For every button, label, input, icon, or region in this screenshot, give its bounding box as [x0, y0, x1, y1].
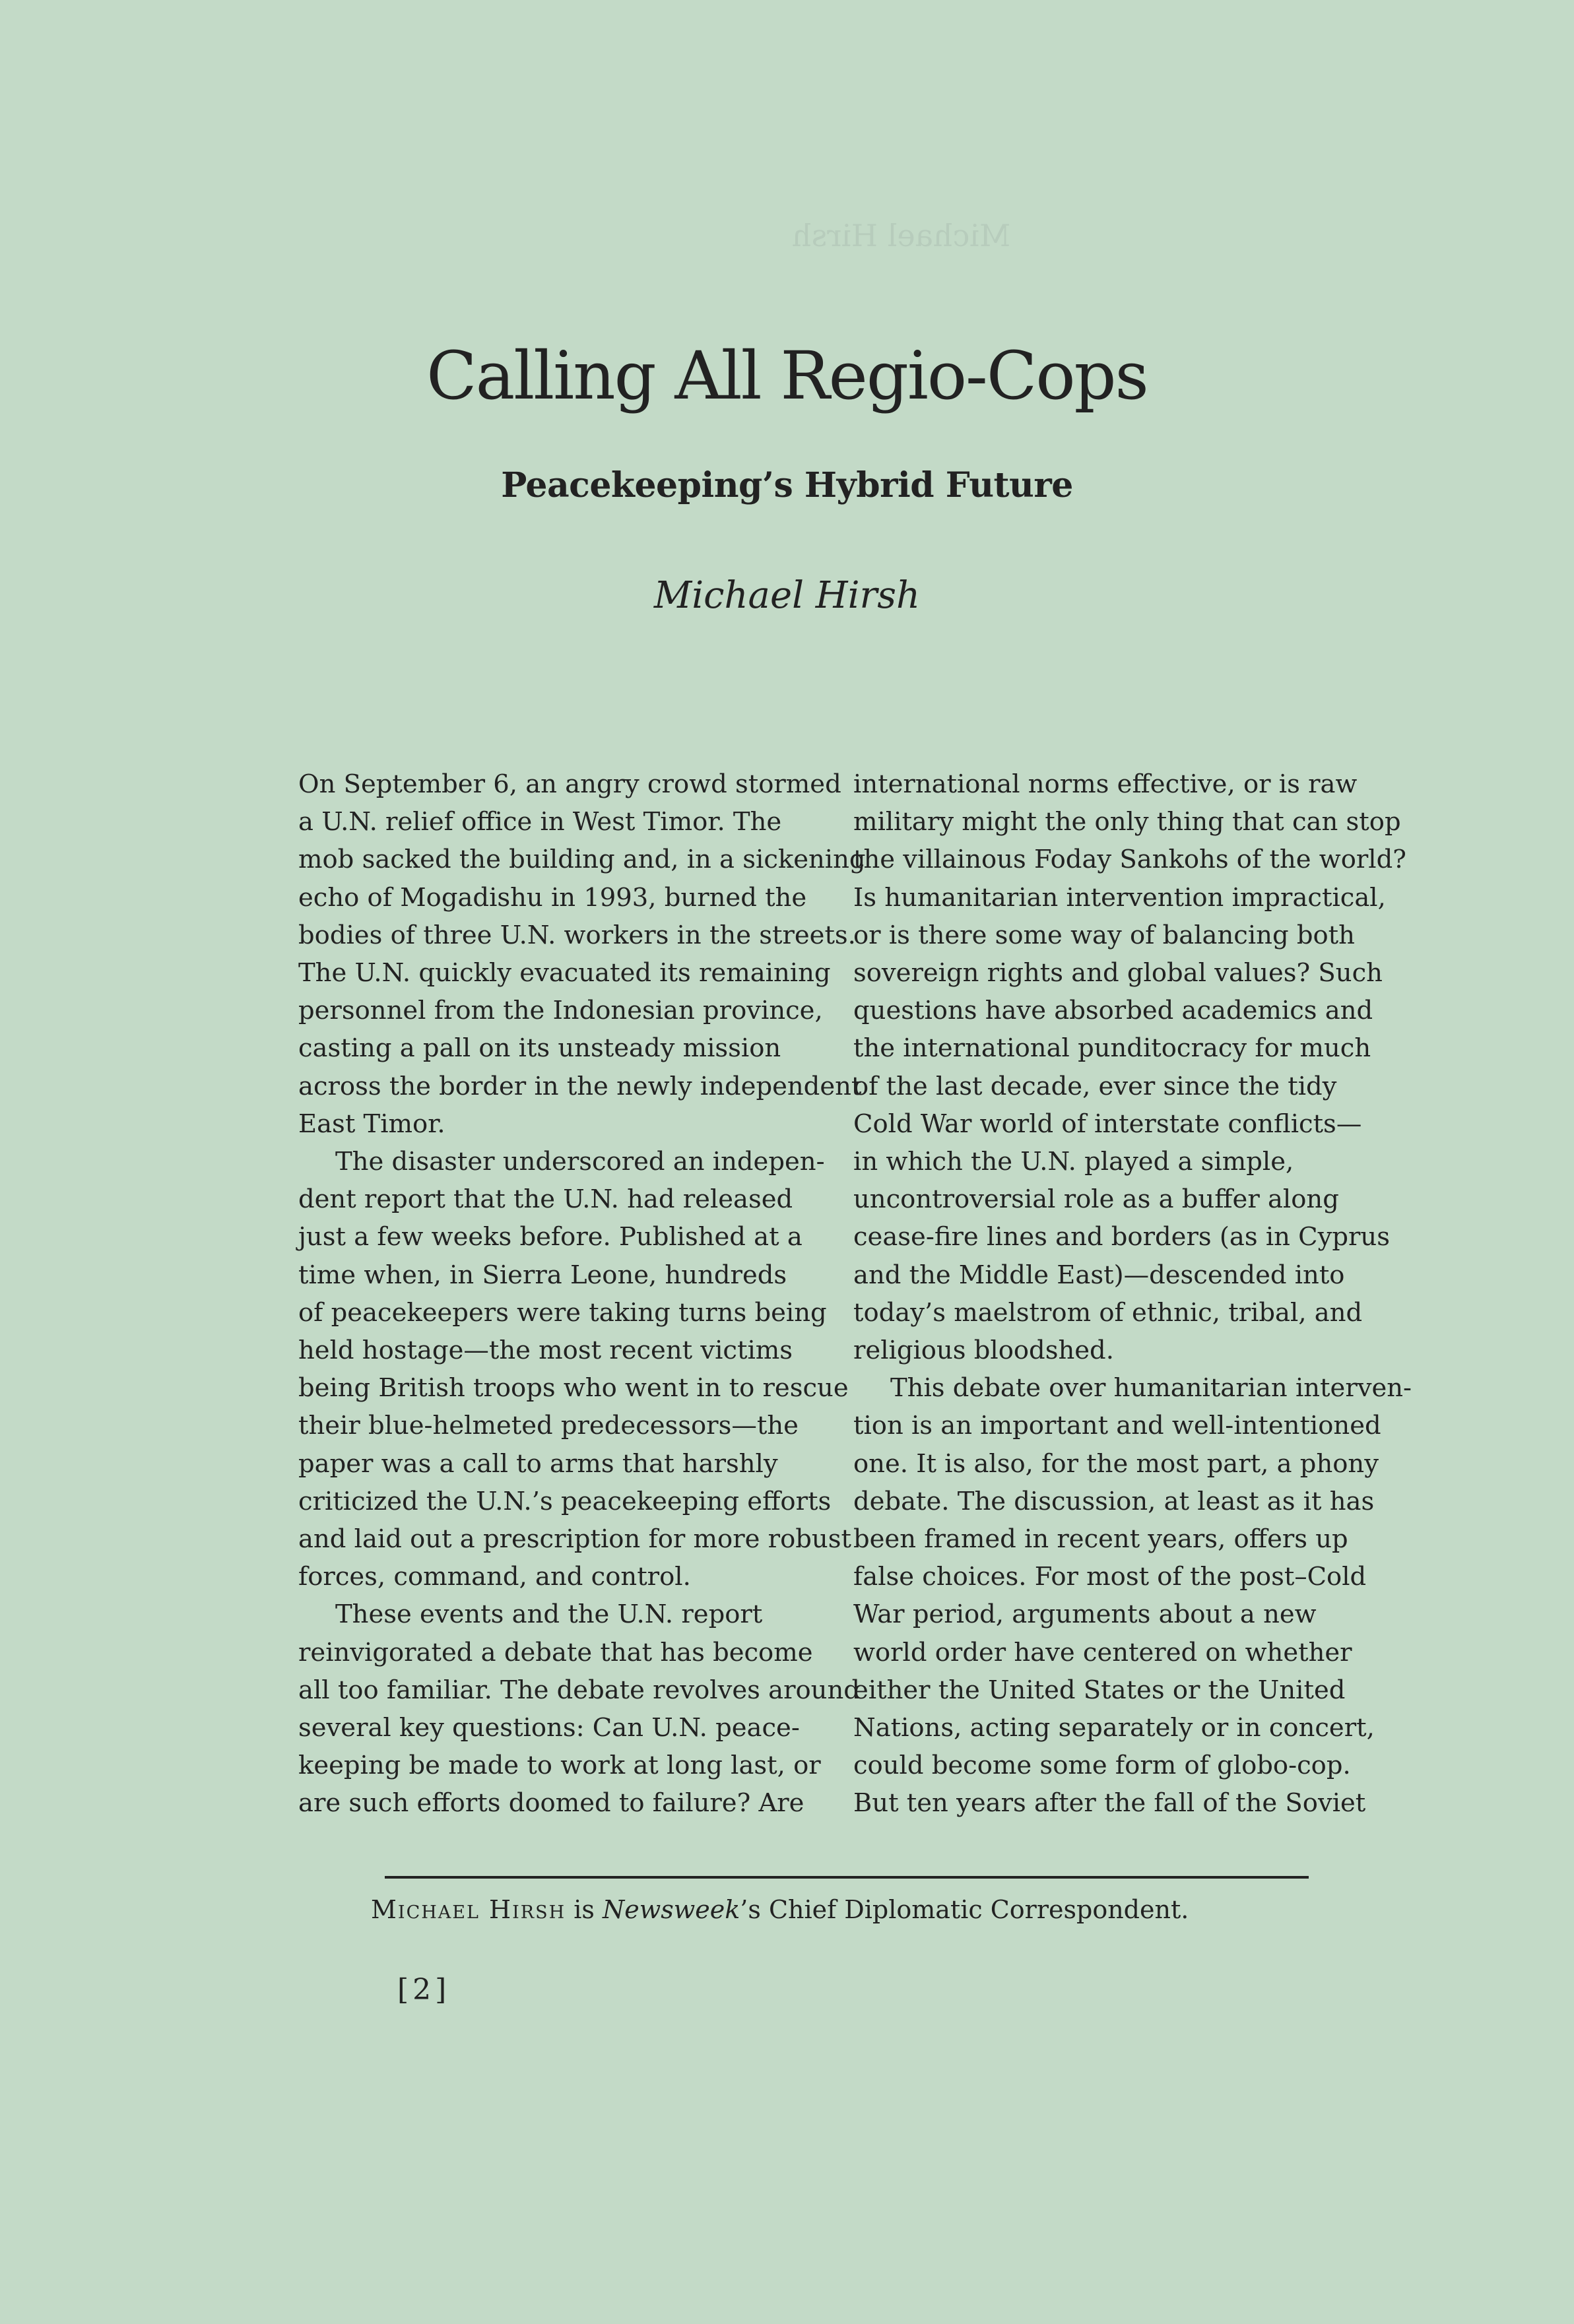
text-line: either the United States or the United [853, 1675, 1346, 1705]
paragraph [298, 765, 866, 1143]
text-line: forces, command, and control. [298, 1562, 691, 1592]
text-line: uncontroversial role as a buffer along [853, 1184, 1339, 1215]
text-line: religious bloodshed. [853, 1336, 1114, 1366]
text-line: or is there some way of balancing both [853, 920, 1355, 950]
paragraph [298, 1143, 851, 1596]
author-footnote [371, 1895, 1189, 1924]
body-column-left [298, 765, 866, 1823]
text-line: These events and the U.N. report [335, 1599, 763, 1630]
text-line: sovereign rights and global values? Such [853, 958, 1383, 988]
text-line: a U.N. relief office in West Timor. The [298, 807, 782, 837]
article-subtitle: Peacekeeping’s Hybrid Future [501, 465, 1073, 505]
footnote-divider [385, 1876, 1309, 1879]
text-line: just a few weeks before. Published at a [298, 1222, 803, 1252]
text-line: the villainous Foday Sankohs of the world? [853, 845, 1406, 875]
text-line: criticized the U.N.’s peacekeeping efforts [298, 1486, 832, 1516]
body-column-right [853, 765, 1412, 1823]
footnote-text: is [566, 1895, 603, 1924]
text-line: cease-fire lines and borders (as in Cyprus [853, 1222, 1390, 1252]
text-line: held hostage—the most recent victims [298, 1336, 793, 1366]
text-line: The disaster underscored an indepen- [335, 1147, 825, 1177]
text-line: false choices. For most of the post–Cold [853, 1562, 1367, 1592]
text-line: been framed in recent years, offers up [853, 1524, 1348, 1555]
footnote-author-name: Michael Hirsh [371, 1895, 566, 1924]
text-line: the international punditocracy for much [853, 1033, 1371, 1064]
text-line: On September 6, an angry crowd stormed [298, 769, 841, 799]
text-line: of the last decade, ever since the tidy [853, 1071, 1337, 1101]
text-line: bodies of three U.N. workers in the streets. [298, 920, 856, 950]
paragraph [298, 1596, 860, 1822]
text-line: The U.N. quickly evacuated its remaining [298, 958, 831, 988]
text-line: East Timor. [298, 1109, 445, 1139]
text-line: military might the only thing that can stop [853, 807, 1401, 837]
text-line: today’s maelstrom of ethnic, tribal, and [853, 1297, 1363, 1328]
text-line: questions have absorbed academics and [853, 996, 1373, 1026]
text-line: tion is an important and well-intentioned [853, 1411, 1381, 1441]
text-line: several key questions: Can U.N. peace- [298, 1713, 800, 1743]
text-line: could become some form of globo-cop. [853, 1751, 1351, 1781]
text-line: of peacekeepers were taking turns being [298, 1297, 827, 1328]
text-line: Cold War world of interstate conflicts— [853, 1109, 1362, 1139]
text-line: dent report that the U.N. had released [298, 1184, 793, 1215]
text-line: are such efforts doomed to failure? Are [298, 1788, 804, 1819]
text-line: Nations, acting separately or in concert, [853, 1713, 1375, 1743]
paragraph [853, 765, 1406, 1369]
text-line: personnel from the Indonesian province, [298, 996, 823, 1026]
text-line: But ten years after the fall of the Soviet [853, 1788, 1366, 1819]
text-line: paper was a call to arms that harshly [298, 1448, 778, 1479]
text-line: world order have centered on whether [853, 1637, 1352, 1667]
page-number: [2] [397, 1973, 451, 2007]
show-through-text: Michael Hirsh [792, 218, 1011, 253]
text-line: international norms effective, or is raw [853, 769, 1358, 799]
text-line: debate. The discussion, at least as it has [853, 1486, 1375, 1516]
paragraph [853, 1369, 1412, 1822]
text-line: and laid out a prescription for more robust [298, 1524, 851, 1555]
text-line: War period, arguments about a new [853, 1599, 1317, 1630]
text-line: keeping be made to work at long last, or [298, 1751, 821, 1781]
text-line: across the border in the newly independent [298, 1071, 862, 1101]
footnote-text: ’s Chief Diplomatic Correspondent. [740, 1895, 1189, 1924]
text-line: in which the U.N. played a simple, [853, 1147, 1294, 1177]
text-line: and the Middle East)—descended into [853, 1260, 1345, 1290]
text-line: time when, in Sierra Leone, hundreds [298, 1260, 787, 1290]
text-line: their blue-helmeted predecessors—the [298, 1411, 799, 1441]
text-line: all too familiar. The debate revolves around [298, 1675, 860, 1705]
text-line: This debate over humanitarian interven- [890, 1373, 1412, 1404]
footnote-publication: Newsweek [602, 1895, 740, 1924]
article-title: Calling All Regio-Cops [426, 337, 1148, 414]
text-line: casting a pall on its unsteady mission [298, 1033, 781, 1064]
article-author: Michael Hirsh [653, 574, 921, 617]
text-line: one. It is also, for the most part, a phony [853, 1448, 1379, 1479]
text-line: Is humanitarian intervention impractical, [853, 882, 1386, 913]
text-line: mob sacked the building and, in a sickening [298, 845, 866, 875]
text-line: reinvigorated a debate that has become [298, 1637, 813, 1667]
text-line: echo of Mogadishu in 1993, burned the [298, 882, 807, 913]
text-line: being British troops who went in to rescue [298, 1373, 849, 1404]
